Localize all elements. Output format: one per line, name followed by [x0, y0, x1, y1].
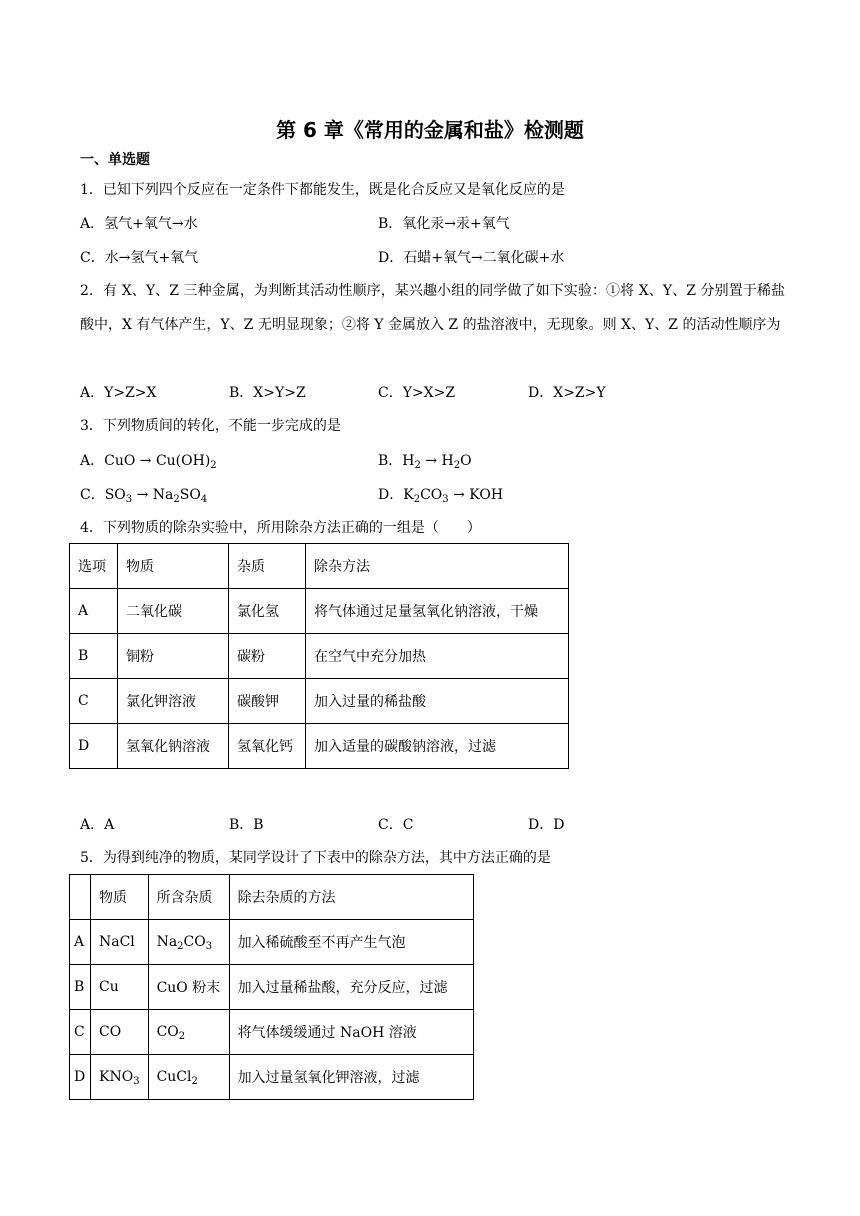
table-cell: 加入适量的碳酸钠溶液，过滤 [306, 724, 569, 769]
table-cell: A [70, 589, 118, 634]
table-row [70, 920, 474, 965]
table-cell: $CO_2$ [148, 1010, 229, 1055]
section-heading: 一、单选题 [80, 152, 150, 168]
q4-option-a: A．A [80, 817, 115, 833]
q4-option-b: B．B [229, 817, 264, 833]
question-4-stem: 4．下列物质的除杂实验中，所用除杂方法正确的一组是（ ） [80, 520, 481, 536]
q4-table [69, 543, 569, 769]
table-cell: D [70, 724, 118, 769]
table-cell: D [70, 1055, 91, 1100]
table-row [70, 589, 569, 634]
table-cell: $KNO_3$ [91, 1055, 149, 1100]
q2-option-b: B．X>Y>Z [229, 385, 306, 401]
table-header-cell: 物质 [118, 544, 229, 589]
table-row [70, 634, 569, 679]
table-cell: 加入过量的稀盐酸 [306, 679, 569, 724]
table-cell: 加入过量稀盐酸，充分反应，过滤 [229, 965, 473, 1010]
table-cell: 二氧化碳 [118, 589, 229, 634]
table-cell: 在空气中充分加热 [306, 634, 569, 679]
q2-option-a: A．Y>Z>X [80, 385, 157, 401]
table-header-cell: 选项 [70, 544, 118, 589]
table-cell: 氢氧化钠溶液 [118, 724, 229, 769]
table-row [70, 1055, 474, 1100]
q2-option-c: C．Y>X>Z [378, 385, 456, 401]
table-header-row [70, 875, 474, 920]
table-header-row [70, 544, 569, 589]
question-5-stem: 5．为得到纯净的物质，某同学设计了下表中的除杂方法，其中方法正确的是 [80, 850, 551, 866]
table-row [70, 724, 569, 769]
q4-option-d: D．D [528, 817, 565, 833]
table-cell: C [70, 1010, 91, 1055]
table-row [70, 1010, 474, 1055]
table-cell: 氯化钾溶液 [118, 679, 229, 724]
table-header-cell: 除杂方法 [306, 544, 569, 589]
table-cell: Cu [91, 965, 149, 1010]
table-cell: C [70, 679, 118, 724]
table-header-cell: 除去杂质的方法 [229, 875, 473, 920]
question-2-stem: 2．有 X、Y、Z 三种金属，为判断其活动性顺序，某兴趣小组的同学做了如下实验：①将 X、Y、Z 分别置于稀盐酸中，X 有气体产生，Y、Z 无明显现象；②将 Y 金属放入 Z 的盐溶液中，无现象。则 X、Y、Z 的活动性顺序为 [80, 283, 785, 333]
table-row [70, 679, 569, 724]
table-row [70, 965, 474, 1010]
table-header-cell [70, 875, 91, 920]
table-header-cell: 所含杂质 [148, 875, 229, 920]
q3-option-d: D．$K_2CO_3$ → KOH [378, 487, 504, 505]
q3-option-b: B．$H_2 \to H_2O$ [378, 453, 472, 471]
table-cell: 加入稀硫酸至不再产生气泡 [229, 920, 473, 965]
q2-option-d: D．X>Z>Y [528, 385, 606, 401]
table-cell: 将气体通过足量氢氧化钠溶液，干燥 [306, 589, 569, 634]
table-cell: CO [91, 1010, 149, 1055]
table-header-cell: 杂质 [229, 544, 306, 589]
table-cell: 加入过量氢氧化钾溶液，过滤 [229, 1055, 473, 1100]
table-cell: 碳酸钾 [229, 679, 306, 724]
question-1-stem: 1．已知下列四个反应在一定条件下都能发生，既是化合反应又是氧化反应的是 [80, 182, 565, 198]
table-cell: 铜粉 [118, 634, 229, 679]
table-cell: 氯化氢 [229, 589, 306, 634]
question-3-stem: 3．下列物质间的转化，不能一步完成的是 [80, 418, 341, 434]
table-cell: $Na_2CO_3$ [148, 920, 229, 965]
q4-option-c: C．C [378, 817, 414, 833]
table-cell: A [70, 920, 91, 965]
q3-option-c: C．$SO_3 \to Na_2SO_4$ [80, 487, 208, 505]
table-cell: CuO 粉末 [148, 965, 229, 1010]
q1-option-c: C．水→氢气+氧气 [80, 250, 199, 266]
q1-option-d: D．石蜡+氧气→二氧化碳+水 [378, 250, 565, 266]
table-cell: CuCl$_2$ [148, 1055, 229, 1100]
table-cell: NaCl [91, 920, 149, 965]
table-cell: B [70, 965, 91, 1010]
page-title: 第 6 章《常用的金属和盐》检测题 [276, 118, 584, 142]
table-cell: 碳粉 [229, 634, 306, 679]
table-cell: 氢氧化钙 [229, 724, 306, 769]
q3-option-a: A．CuO → $Cu(OH)_2$ [80, 453, 217, 471]
q1-option-b: B．氧化汞→汞+氧气 [378, 216, 510, 232]
table-cell: B [70, 634, 118, 679]
q1-option-a: A．氢气+氧气→水 [80, 216, 198, 232]
table-header-cell: 物质 [91, 875, 149, 920]
table-cell: 将气体缓缓通过 NaOH 溶液 [229, 1010, 473, 1055]
q5-table [69, 874, 474, 1100]
